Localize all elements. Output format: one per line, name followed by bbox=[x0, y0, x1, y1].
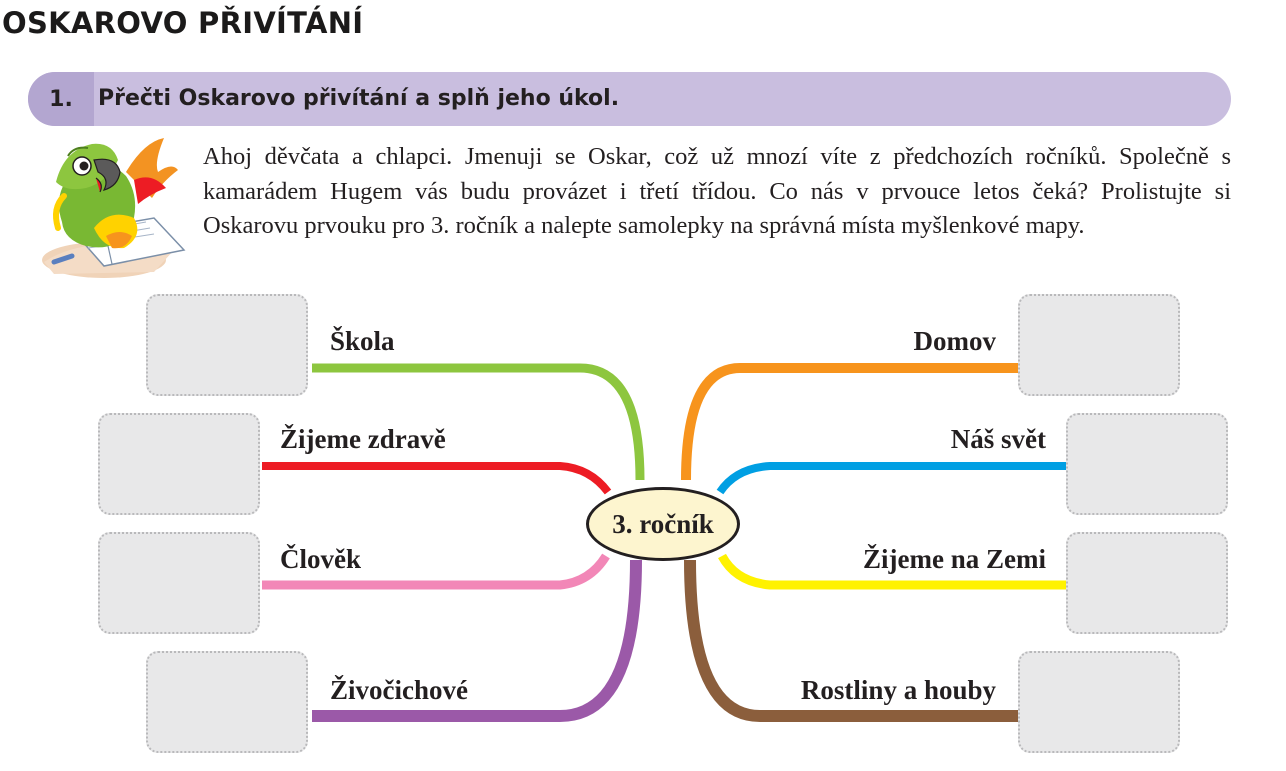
branch-line-nas-svet bbox=[720, 466, 1066, 492]
branch-label-zijeme-na-zemi: Žijeme na Zemi bbox=[863, 544, 1046, 574]
sticker-slot-nas-svet[interactable] bbox=[1066, 413, 1228, 515]
branch-line-zijeme-zdrave bbox=[262, 466, 608, 492]
branch-label-domov: Domov bbox=[913, 326, 996, 356]
mind-map-center: 3. ročník bbox=[586, 487, 740, 561]
page-title: OSKAROVO PŘIVÍTÁNÍ bbox=[2, 6, 364, 40]
sticker-slot-zivocichove[interactable] bbox=[146, 651, 308, 753]
branch-label-clovek: Člověk bbox=[280, 544, 361, 574]
branch-label-zijeme-zdrave: Žijeme zdravě bbox=[280, 424, 446, 454]
branch-label-skola: Škola bbox=[330, 326, 395, 356]
sticker-slot-zijeme-na-zemi[interactable] bbox=[1066, 532, 1228, 634]
sticker-slot-domov[interactable] bbox=[1018, 294, 1180, 396]
sticker-slot-clovek[interactable] bbox=[98, 532, 260, 634]
task-instruction: Přečti Oskarovo přivítání a splň jeho úkol. bbox=[98, 86, 620, 111]
intro-paragraph: Ahoj děvčata a chlapci. Jmenuji se Oskar, což už mnozí víte z předchozích ročníků. Společně s kamarádem Hugem vás budu provázet i třetí třídou. Co nás v prvouce letos čeká? Prolistujte si Oskarovu prvouku pro 3. ročník a nalepte samolepky na správná místa myšlenkové mapy. bbox=[203, 143, 1231, 239]
branch-label-rostliny-a-houby: Rostliny a houby bbox=[800, 675, 996, 705]
branch-label-nas-svet: Náš svět bbox=[950, 424, 1046, 454]
sticker-slot-rostliny-a-houby[interactable] bbox=[1018, 651, 1180, 753]
sticker-slot-zijeme-zdrave[interactable] bbox=[98, 413, 260, 515]
sticker-slot-skola[interactable] bbox=[146, 294, 308, 396]
branch-label-zivocichove: Živočichové bbox=[330, 675, 468, 705]
task-number: 1. bbox=[28, 72, 94, 126]
